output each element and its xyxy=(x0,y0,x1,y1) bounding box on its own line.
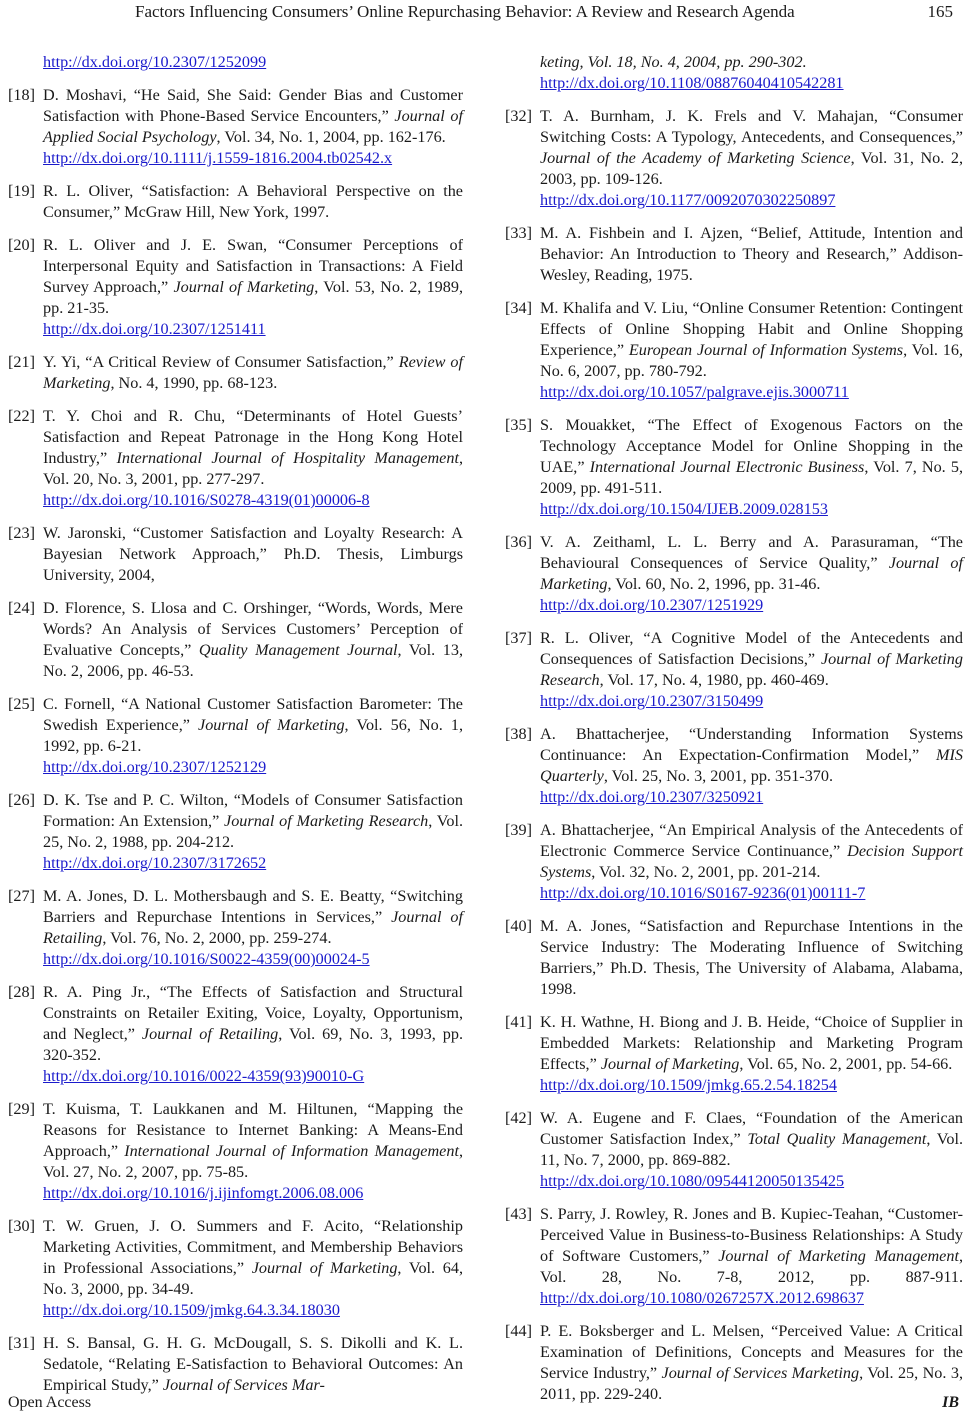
reference-entry xyxy=(505,1321,963,1405)
reference-number: [20] xyxy=(8,236,35,254)
reference-entry xyxy=(505,628,963,712)
reference-number: [21] xyxy=(8,353,35,371)
right-column xyxy=(505,52,963,1417)
reference-text: W. Jaronski, “Customer Satisfaction and Loyalty Research: A Bayesian Network Approach,” Ph.D. Thesis, Limburgs University, 2004, xyxy=(43,524,463,584)
reference-entry xyxy=(8,235,463,340)
reference-number: [27] xyxy=(8,887,35,905)
reference-number: [40] xyxy=(505,917,532,935)
doi-link[interactable]: http://dx.doi.org/10.1108/08876040410542281 xyxy=(540,74,844,92)
doi-link[interactable]: http://dx.doi.org/10.1080/09544120050135425 xyxy=(540,1172,845,1190)
reference-text: R. L. Oliver, “Satisfaction: A Behavioral Perspective on the Consumer,” McGraw Hill, New York, 1997. xyxy=(43,182,463,221)
reference-text: T. A. Burnham, J. K. Frels and V. Mahajan, “Consumer Switching Costs: A Typology, Antecedents, and Consequences,” Journal of the Academy of Marketing Science, Vol. 31, No. 2, 2003, pp. 109-126. xyxy=(540,107,963,188)
reference-number: [36] xyxy=(505,533,532,551)
reference-text: M. A. Jones, D. L. Mothersbaugh and S. E. Beatty, “Switching Barriers and Repurchase Intentions in Services,” Journal of Retailing, Vol. 76, No. 2, 2000, pp. 259-274. xyxy=(43,887,464,947)
reference-entry xyxy=(505,415,963,520)
running-title: Factors Influencing Consumers’ Online Repurchasing Behavior: A Review and Research Agenda xyxy=(135,2,795,21)
reference-entry xyxy=(505,1204,963,1309)
reference-text: R. L. Oliver and J. E. Swan, “Consumer Perceptions of Interpersonal Equity and Satisfaction in Transactions: A Field Survey Approach,” Journal of Marketing, Vol. 53, No. 2, 1989, pp. 21-35. xyxy=(43,236,463,317)
reference-entry xyxy=(505,1108,963,1192)
journal-abbrev: IB xyxy=(942,1394,959,1411)
doi-link[interactable]: http://dx.doi.org/10.2307/1251411 xyxy=(43,320,266,338)
doi-link[interactable]: http://dx.doi.org/10.2307/1252099 xyxy=(43,53,267,71)
page-footer xyxy=(0,1394,969,1416)
doi-link[interactable]: http://dx.doi.org/10.1057/palgrave.ejis.3000711 xyxy=(540,383,849,401)
doi-link[interactable]: http://dx.doi.org/10.1016/S0278-4319(01)00006-8 xyxy=(43,491,370,509)
doi-link[interactable]: http://dx.doi.org/10.1504/IJEB.2009.028153 xyxy=(540,500,828,518)
doi-link[interactable]: http://dx.doi.org/10.2307/1251929 xyxy=(540,596,764,614)
reference-number: [34] xyxy=(505,299,532,317)
reference-entry xyxy=(8,352,463,394)
reference-entry xyxy=(8,523,463,586)
page-header xyxy=(0,0,969,30)
reference-entry xyxy=(8,181,463,223)
reference-text: D. Moshavi, “He Said, She Said: Gender Bias and Customer Satisfaction with Phone-Based Service Encounters,” Journal of Applied Social Psychology, Vol. 34, No. 1, 2004, pp. 162-176. xyxy=(43,86,463,146)
reference-number: [25] xyxy=(8,695,35,713)
reference-text: C. Fornell, “A National Customer Satisfaction Barometer: The Swedish Experience,” Journal of Marketing, Vol. 56, No. 1, 1992, pp. 6-21. xyxy=(43,695,464,755)
reference-entry xyxy=(505,916,963,1000)
reference-number: [30] xyxy=(8,1217,35,1235)
reference-number: [42] xyxy=(505,1109,532,1127)
reference-text: M. A. Fishbein and I. Ajzen, “Belief, Attitude, Intention and Behavior: An Introduction to Theory and Research,” Addison-Wesley, Reading, 1975. xyxy=(540,224,963,284)
reference-text: D. K. Tse and P. C. Wilton, “Models of Consumer Satisfaction Formation: An Extension,” Journal of Marketing Research, Vol. 25, No. 2, 1988, pp. 204-212. xyxy=(43,791,463,851)
reference-list-right xyxy=(505,106,963,1405)
reference-number: [43] xyxy=(505,1205,532,1223)
reference-text: R. A. Ping Jr., “The Effects of Satisfaction and Structural Constraints on Retailer Exiting, Voice, Loyalty, Opportunism, and Neglect,” Journal of Retailing, Vol. 69, No. 3, 1993, pp. 320-352. xyxy=(43,983,464,1064)
reference-number: [23] xyxy=(8,524,35,542)
reference-number: [29] xyxy=(8,1100,35,1118)
reference-text: R. L. Oliver, “A Cognitive Model of the Antecedents and Consequences of Satisfaction Decisions,” Journal of Marketing Research, Vol. 17, No. 4, 1980, pp. 460-469. xyxy=(540,629,963,689)
reference-entry xyxy=(8,598,463,682)
reference-number: [22] xyxy=(8,407,35,425)
reference-entry xyxy=(505,106,963,211)
reference-number: [38] xyxy=(505,725,532,743)
reference-number: [28] xyxy=(8,983,35,1001)
doi-link[interactable]: http://dx.doi.org/10.2307/1252129 xyxy=(43,758,267,776)
reference-entry xyxy=(8,1333,463,1396)
reference-text: W. A. Eugene and F. Claes, “Foundation of the American Customer Satisfaction Index,” Total Quality Management, Vol. 11, No. 7, 2000, pp. 869-882. xyxy=(540,1109,963,1169)
left-column xyxy=(8,52,463,1408)
reference-text: V. A. Zeithaml, L. L. Berry and A. Parasuraman, “The Behavioural Consequences of Service Quality,” Journal of Marketing, Vol. 60, No. 2, 1996, pp. 31-46. xyxy=(540,533,963,593)
doi-link[interactable]: http://dx.doi.org/10.2307/3150499 xyxy=(540,692,764,710)
reference-text: M. Khalifa and V. Liu, “Online Consumer Retention: Contingent Effects of Online Shopping Habit and Online Shopping Experience,” European Journal of Information Systems, Vol. 16, No. 6, 2007, pp. 780-792. xyxy=(540,299,964,380)
reference-number: [39] xyxy=(505,821,532,839)
reference-entry xyxy=(8,1216,463,1321)
reference-number: [18] xyxy=(8,86,35,104)
reference-text: S. Mouakket, “The Effect of Exogenous Factors on the Technology Acceptance Model for Online Shopping in the UAE,” International Journal Electronic Business, Vol. 7, No. 5, 2009, pp. 491-511. xyxy=(540,416,963,497)
reference-text: Y. Yi, “A Critical Review of Consumer Satisfaction,” Review of Marketing, No. 4, 1990, pp. 68-123. xyxy=(43,353,463,392)
reference-list-left xyxy=(8,85,463,1396)
reference-text: A. Bhattacherjee, “An Empirical Analysis of the Antecedents of Electronic Commerce Service Continuance,” Decision Support Systems, Vol. 32, No. 2, 2001, pp. 201-214. xyxy=(540,821,963,881)
reference-number: [26] xyxy=(8,791,35,809)
reference-text: P. E. Boksberger and L. Melsen, “Perceived Value: A Critical Examination of Definitions, Concepts and Measures for the Service Industry,” Journal of Services Marketing, Vol. 25, No. 3, 2011, pp. 229-240. xyxy=(540,1322,964,1403)
doi-link[interactable]: http://dx.doi.org/10.1177/0092070302250897 xyxy=(540,191,836,209)
continued-reference xyxy=(8,52,463,73)
reference-text: T. W. Gruen, J. O. Summers and F. Acito, “Relationship Marketing Activities, Commitment, and Membership Behaviors in Professional Associations,” Journal of Marketing, Vol. 64, No. 3, 2000, pp. 34-49. xyxy=(43,1217,463,1298)
doi-link[interactable]: http://dx.doi.org/10.1016/j.ijinfomgt.2006.08.006 xyxy=(43,1184,364,1202)
reference-entry xyxy=(505,298,963,403)
reference-entry xyxy=(505,820,963,904)
reference-entry xyxy=(8,790,463,874)
reference-entry xyxy=(505,1012,963,1096)
doi-link[interactable]: http://dx.doi.org/10.2307/3172652 xyxy=(43,854,267,872)
reference-number: [32] xyxy=(505,107,532,125)
reference-number: [31] xyxy=(8,1334,35,1352)
reference-number: [19] xyxy=(8,182,35,200)
reference-entry xyxy=(8,85,463,169)
reference-text: A. Bhattacherjee, “Understanding Information Systems Continuance: An Expectation-Confirmation Model,” MIS Quarterly, Vol. 25, No. 3, 2001, pp. 351-370. xyxy=(540,725,963,785)
reference-number: [41] xyxy=(505,1013,532,1031)
reference-text: D. Florence, S. Llosa and C. Orshinger, “Words, Words, Mere Words? An Analysis of Services Customers’ Perception of Evaluative Concepts,” Quality Management Journal, Vol. 13, No. 2, 2006, pp. 46-53. xyxy=(43,599,463,680)
reference-entry xyxy=(8,886,463,970)
reference-text: T. Kuisma, T. Laukkanen and M. Hiltunen, “Mapping the Reasons for Resistance to Internet Banking: A Means-End Approach,” International Journal of Information Management, Vol. 27, No. 2, 2007, pp. 75-85. xyxy=(43,1100,464,1181)
reference-number: [37] xyxy=(505,629,532,647)
reference-text: S. Parry, J. Rowley, R. Jones and B. Kupiec-Teahan, “Customer-Perceived Value in Business-to-Business Relationships: A Study of Software Customers,” Journal of Marketing Management, Vol. 28, No. 7-8, 2012, pp. 887-911. xyxy=(540,1205,963,1286)
reference-text: M. A. Jones, “Satisfaction and Repurchase Intentions in the Service Industry: The Moderating Influence of Switching Barriers,” Ph.D. Thesis, The University of Alabama, Alabama, 1998. xyxy=(540,917,963,998)
doi-link[interactable]: http://dx.doi.org/10.1016/S0022-4359(00)00024-5 xyxy=(43,950,370,968)
reference-continuation-text: keting, Vol. 18, No. 4, 2004, pp. 290-302. xyxy=(540,53,807,71)
doi-link[interactable]: http://dx.doi.org/10.1016/S0167-9236(01)00111-7 xyxy=(540,884,866,902)
open-access-label: Open Access xyxy=(8,1394,92,1411)
doi-link[interactable]: http://dx.doi.org/10.1016/0022-4359(93)90010-G xyxy=(43,1067,365,1085)
doi-link[interactable]: http://dx.doi.org/10.1080/0267257X.2012.698637 xyxy=(540,1289,864,1307)
reference-number: [35] xyxy=(505,416,532,434)
reference-number: [44] xyxy=(505,1322,532,1340)
reference-entry xyxy=(8,694,463,778)
reference-number: [24] xyxy=(8,599,35,617)
page-number: 165 xyxy=(927,2,953,21)
reference-entry xyxy=(8,982,463,1087)
reference-text: H. S. Bansal, G. H. G. McDougall, S. S. Dikolli and K. L. Sedatole, “Relating E-Satisfaction to Behavioral Outcomes: An Empirical Study,” Journal of Services Mar- xyxy=(43,1334,463,1394)
reference-entry xyxy=(505,223,963,286)
reference-text: K. H. Wathne, H. Biong and J. B. Heide, “Choice of Supplier in Embedded Markets: Relationship and Marketing Program Effects,” Journal of Marketing, Vol. 65, No. 2, 2001, pp. 54-66. xyxy=(540,1013,963,1073)
continued-reference xyxy=(505,52,963,94)
reference-entry xyxy=(505,532,963,616)
doi-link[interactable]: http://dx.doi.org/10.1509/jmkg.65.2.54.18254 xyxy=(540,1076,837,1094)
reference-entry xyxy=(8,406,463,511)
reference-entry xyxy=(8,1099,463,1204)
reference-text: T. Y. Choi and R. Chu, “Determinants of Hotel Guests’ Satisfaction and Repeat Patronage in the Hong Kong Hotel Industry,” International Journal of Hospitality Management, Vol. 20, No. 3, 2001, pp. 277-297. xyxy=(43,407,463,488)
doi-link[interactable]: http://dx.doi.org/10.2307/3250921 xyxy=(540,788,764,806)
doi-link[interactable]: http://dx.doi.org/10.1509/jmkg.64.3.34.18030 xyxy=(43,1301,340,1319)
reference-number: [33] xyxy=(505,224,532,242)
doi-link[interactable]: http://dx.doi.org/10.1111/j.1559-1816.2004.tb02542.x xyxy=(43,149,393,167)
reference-entry xyxy=(505,724,963,808)
